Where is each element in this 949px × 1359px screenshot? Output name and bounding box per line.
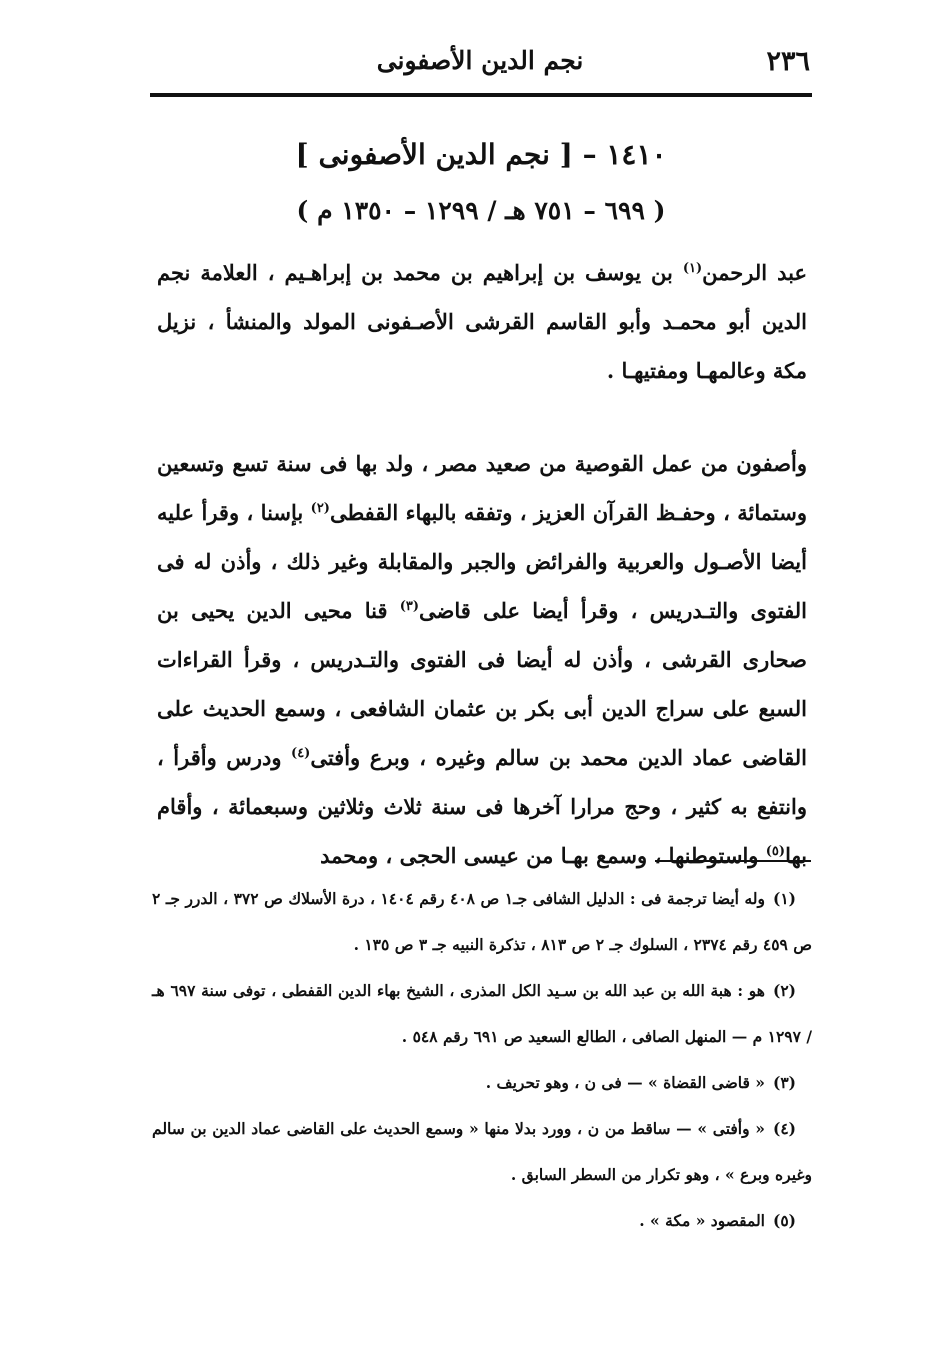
text-run: عبد الرحمن — [702, 260, 807, 285]
footnote-text: المقصود « مكة » . — [639, 1211, 765, 1230]
page-number: ٢٣٦ — [766, 46, 810, 77]
text-run: بإسنا ، وقرأ عليه أيضا الأصـول والعربية والفرائض والجبر والمقابلة وغير ذلك ، وأذن له فى الفتوى والتـدريس ، وقرأ أيضا على قاضى — [157, 500, 807, 623]
footnotes — [152, 876, 812, 1244]
footnote-1 — [152, 876, 812, 968]
footnote-label: (١) — [772, 889, 796, 908]
biography-text — [157, 248, 807, 880]
text-run: قنا محيى الدين يحيى بن صحارى القرشى ، وأذن له أيضا فى الفتوى والتـدريس ، وقرأ القراءات السبع على سراج الدين أبى بكر بن عثمان الشافعى ، وسمع الحديث على القاضى عماد الدين محمد بن سالم وغيره ، وبرع وأفتى — [157, 598, 807, 770]
footnote-label: (٤) — [772, 1119, 796, 1138]
footnote-5 — [152, 1198, 812, 1244]
header-rule — [150, 93, 812, 97]
running-header — [150, 42, 810, 92]
footnote-text: وله أيضا ترجمة فى : الدليل الشافى جـ١ ص ٤٠٨ رقم ١٤٠٤ ، درة الأسلاك ص ٣٧٢ ، الدرر جـ ٢ ص ٤٥٩ رقم ٢٣٧٤ ، السلوك جـ ٢ ص ٨١٣ ، تذكرة النبيه جـ ٣ ص ١٣٥ . — [152, 889, 812, 954]
running-title: نجم الدين الأصفونى — [376, 46, 584, 75]
footnote-rule — [655, 860, 811, 862]
text-run: ودرس وأقرأ ، وانتفع به كثير ، وحج مرارا آخرها فى سنة ثلاث وثلاثين وسبعمائة ، وأقام بها — [157, 745, 807, 868]
footnote-label: (٣) — [772, 1073, 796, 1092]
entry-dates: ( ٦٩٩ – ٧٥١ هـ / ١٢٩٩ – ١٣٥٠ م ) — [296, 196, 666, 225]
footnote-text: هو : هبة الله بن عبد الله بن سـيد الكل المذرى ، الشيخ بهاء الدين القفطى ، توفى سنة ٦٩٧ هـ / ١٢٩٧ م — المنهل الصافى ، الطالع السعيد ص ٦٩١ رقم ٥٤٨ . — [152, 981, 812, 1046]
text-run: وأصفون من عمل القوصية من صعيد مصر ، ولد بها فى سنة تسع وتسعين وستمائة ، وحفـظ القرآن العزيز ، وتفقه بالبهاء القفطى — [157, 451, 807, 525]
footnote-label: (٥) — [772, 1211, 796, 1230]
footnote-ref-4: (٤) — [291, 746, 311, 761]
footnote-4 — [152, 1106, 812, 1198]
footnote-ref-2: (٢) — [310, 501, 330, 516]
paragraph-1 — [157, 248, 807, 395]
footnote-ref-3: (٣) — [399, 599, 420, 614]
text-run: بن يوسف بن إبراهيم بن محمد بن إبراهـيم ، العلامة نجم الدين أبو محمـد وأبو القاسم القرشى الأصـفونى المولد والمنشأ ، نزيل مكة وعالمهـا ومفتيهـا . — [157, 260, 807, 383]
footnote-ref-1: (١) — [682, 261, 703, 276]
footnote-2 — [152, 968, 812, 1060]
footnote-text: « وأفتى » — ساقط من ن ، وورد بدلا منها « وسمع الحديث على القاضى عماد الدين بن سالم وغيره وبرع » ، وهو تكرار من السطر السابق . — [152, 1119, 812, 1184]
text-run: واستوطنها ، وسمع بهـا من عيسى الحجى ، ومحمد — [320, 843, 766, 868]
entry-title: ١٤١٠ – [ نجم الدين الأصفونى ] — [295, 138, 667, 171]
paragraph-2 — [157, 439, 807, 880]
footnote-3 — [152, 1060, 812, 1106]
footnote-text: « قاضى القضاة » — فى ن ، وهو تحريف . — [485, 1073, 765, 1092]
footnote-label: (٢) — [772, 981, 796, 1000]
footnote-ref-5: (٥) — [765, 844, 786, 859]
